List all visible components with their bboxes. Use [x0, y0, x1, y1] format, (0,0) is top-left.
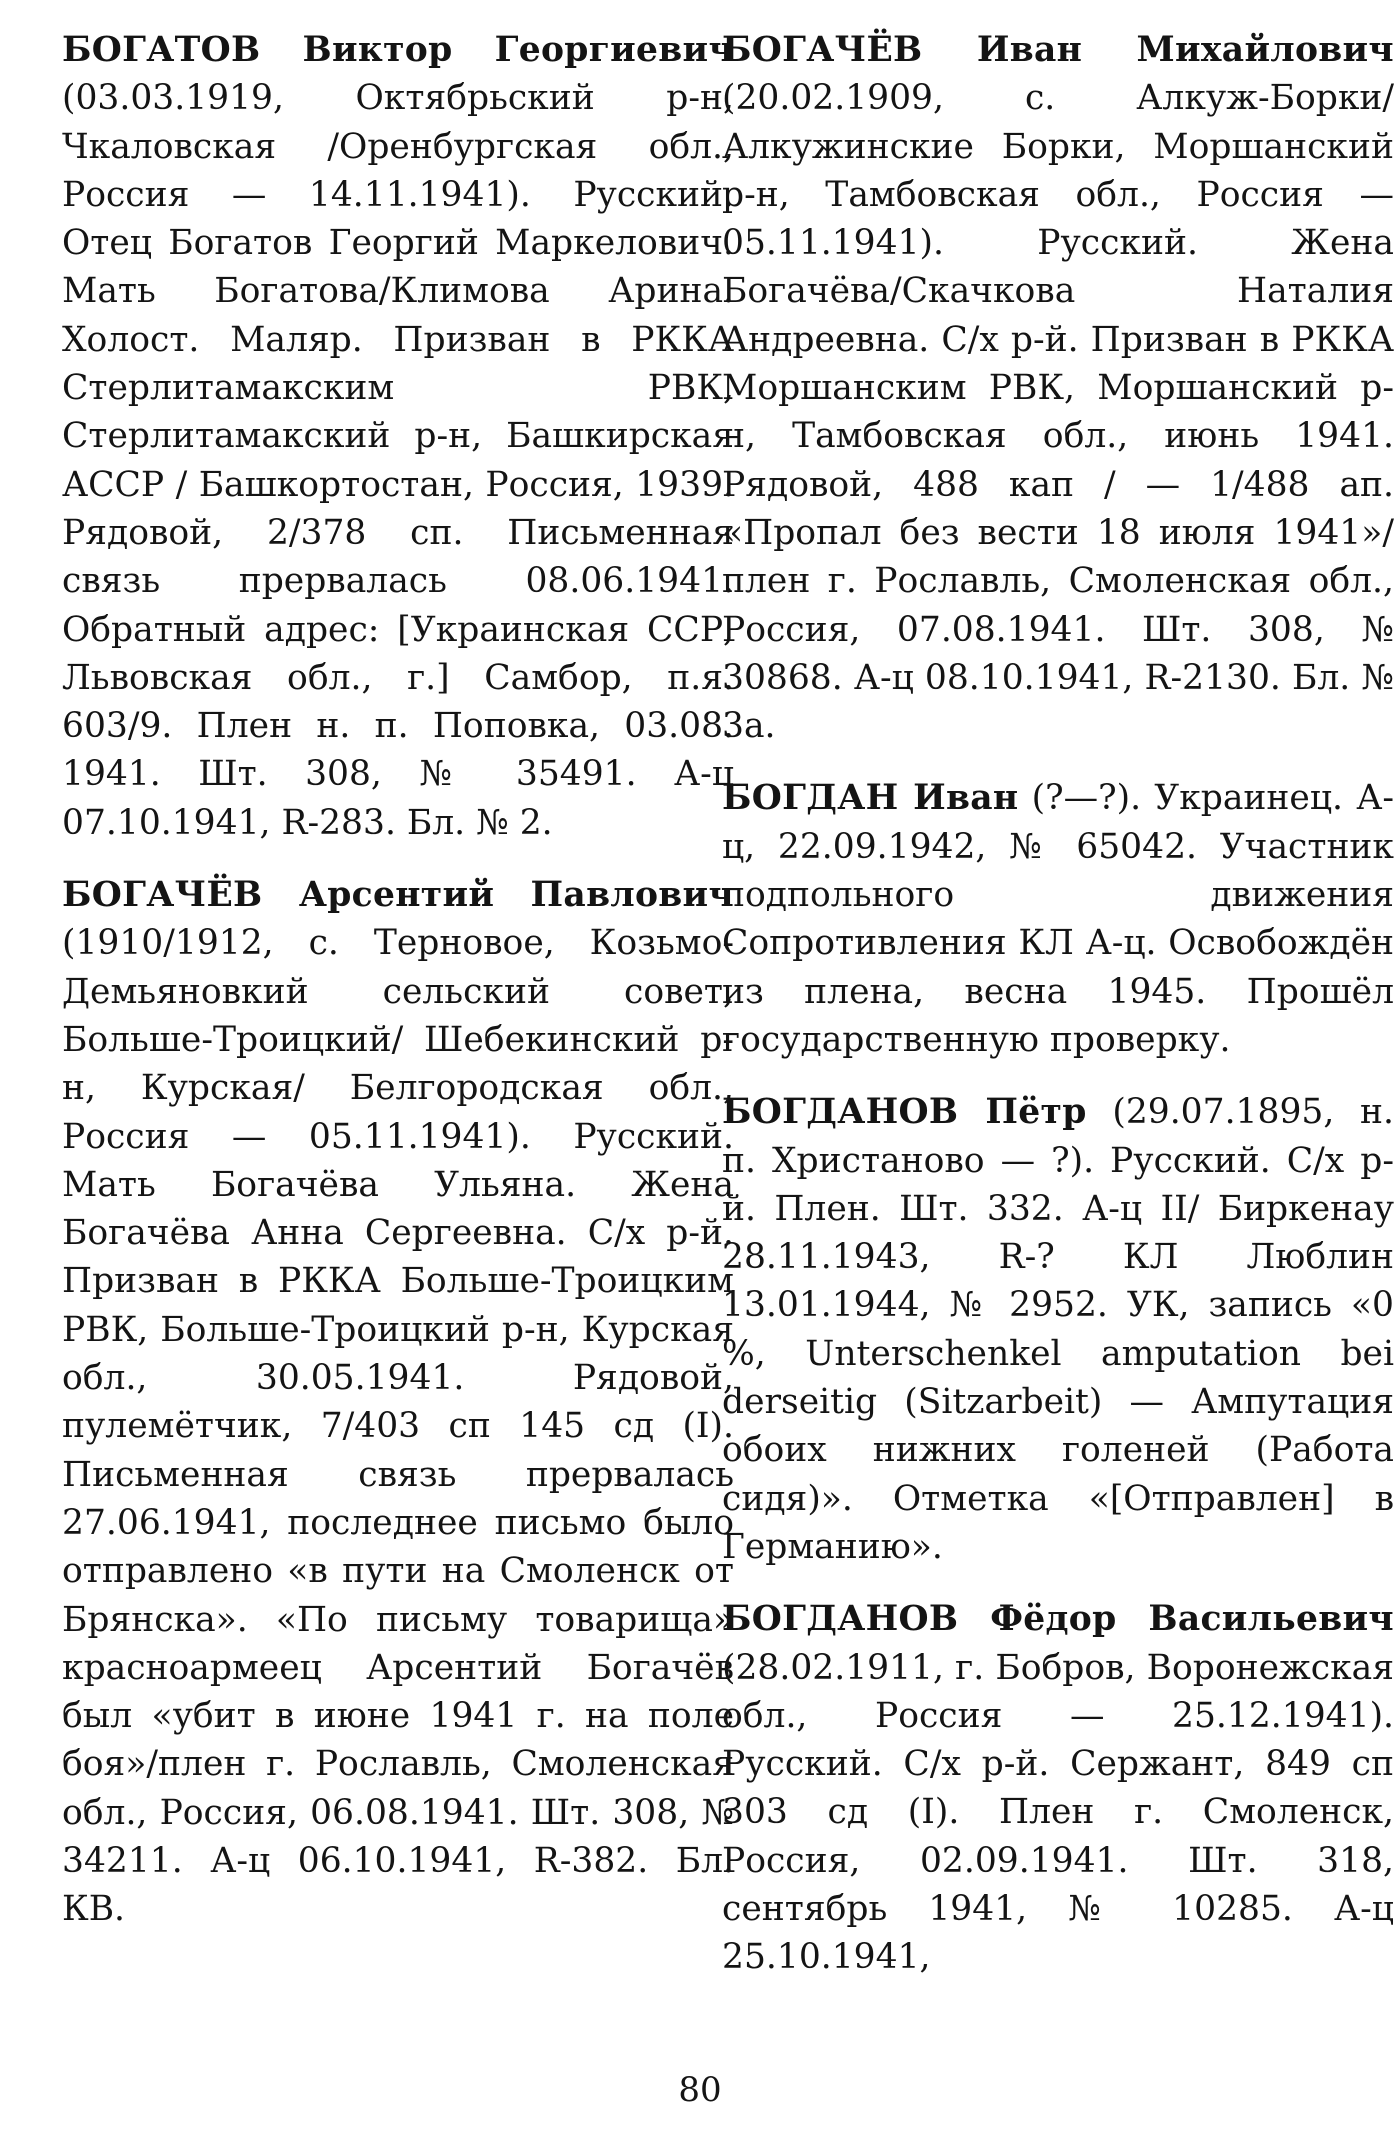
right-column	[722, 26, 1394, 2006]
entry-bogdanov-fedor	[722, 1595, 1394, 1981]
entry-name: БОГДАН Иван	[722, 778, 1019, 819]
entry-bogachev-ivan	[722, 26, 1394, 750]
entry-text: (1910/1912, с. Терновое, Козьмо-Демьяновкий сельский совет, Больше-Троицкий/ Шебекинский р-н, Курская/ Белгородская обл., Россия — 05.11.1941). Русский. Мать Богачёва Ульяна. Жена Богачёва Анна Сергеевна. С/х р-й. Призван в РККА Больше-Троицким РВК, Больше-Троицкий р-н, Курская обл., 30.05.1941. Рядовой, пулемётчик, 7/403 сп 145 сд (I). Письменная связь прервалась 27.06.1941, последнее письмо было отправлено «в пути на Смоленск от Брянска». «По письму товарища» красноармеец Арсентий Богачёв был «убит в июне 1941 г. на поле боя»/плен г. Рославль, Смоленская обл., Россия, 06.08.1941. Шт. 308, № 34211. А-ц 06.10.1941, R-382. Бл. КВ.	[62, 923, 734, 1930]
page-number: 80	[678, 2070, 722, 2110]
left-column	[62, 26, 734, 1958]
entry-text: (29.07.1895, н. п. Христаново — ?). Русский. С/х р-й. Плен. Шт. 332. А-ц II/ Биркенау 28.11.1943, R-? КЛ Люблин 13.01.1944, № 2952. УК, запись «0 %, Unterschenkel amputation bei derseitig (Sitzarbeit) — Ампутация обоих нижних голеней (Работа сидя)». Отметка «[Отправлен] в Германию».	[722, 1092, 1394, 1567]
entry-name: БОГДАНОВ Фёдор Васильевич	[722, 1599, 1394, 1640]
entry-name: БОГАЧЁВ Арсентий Павлович	[62, 875, 734, 916]
entry-bogdan-ivan	[722, 774, 1394, 1064]
entry-name: БОГАЧЁВ Иван Михайлович	[722, 30, 1394, 70]
entry-text: (?—?). Украинец. А-ц, 22.09.1942, № 65042. Участник подпольного движения Сопротивления КЛ А-ц. Освобождён из плена, весна 1945. Прошёл государственную проверку.	[722, 778, 1394, 1060]
entry-bogdanov-petr	[722, 1088, 1394, 1571]
entry-text: (03.03.1919, Октябрьский р-н, Чкаловская /Оренбургская обл., Россия — 14.11.1941). Русский. Отец Богатов Георгий Маркелович. Мать Богатова/Климова Арина. Холост. Маляр. Призван в РККА Стерлитамакским РВК, Стерлитамакский р-н, Башкирская АССР / Башкортостан, Россия, 1939. Рядовой, 2/378 сп. Письменная связь прервалась 08.06.1941. Обратный адрес: [Украинская ССР, Львовская обл., г.] Самбор, п.я. 603/9. Плен н. п. Поповка, 03.08. 1941. Шт. 308, № 35491. А-ц 07.10.1941, R-283. Бл. № 2.	[62, 78, 734, 843]
entry-bogatov-viktor	[62, 26, 734, 847]
entry-text: (28.02.1911, г. Бобров, Воронежская обл., Россия — 25.12.1941). Русский. С/х р-й. Сержант, 849 сп 303 сд (I). Плен г. Смоленск, Россия, 02.09.1941. Шт. 318, сентябрь 1941, № 10285. А-ц 25.10.1941,	[722, 1647, 1394, 1978]
entry-bogachev-arsentiy	[62, 871, 734, 1934]
entry-text: (20.02.1909, с. Алкуж-Борки/ Алкужинские Борки, Моршанский р-н, Тамбовская обл., Россия — 05.11.1941). Русский. Жена Богачёва/Скачкова Наталия Андреевна. С/х р-й. Призван в РККА Моршанским РВК, Моршанский р-н, Тамбовская обл., июнь 1941. Рядовой, 488 кап / — 1/488 ап. «Пропал без вести 18 июля 1941»/плен г. Рославль, Смоленская обл., Россия, 07.08.1941. Шт. 308, № 30868. А-ц 08.10.1941, R-2130. Бл. № 3а.	[722, 78, 1394, 747]
entry-name: БОГДАНОВ Пётр	[722, 1092, 1087, 1133]
entry-name: БОГАТОВ Виктор Георгиевич	[62, 30, 734, 70]
